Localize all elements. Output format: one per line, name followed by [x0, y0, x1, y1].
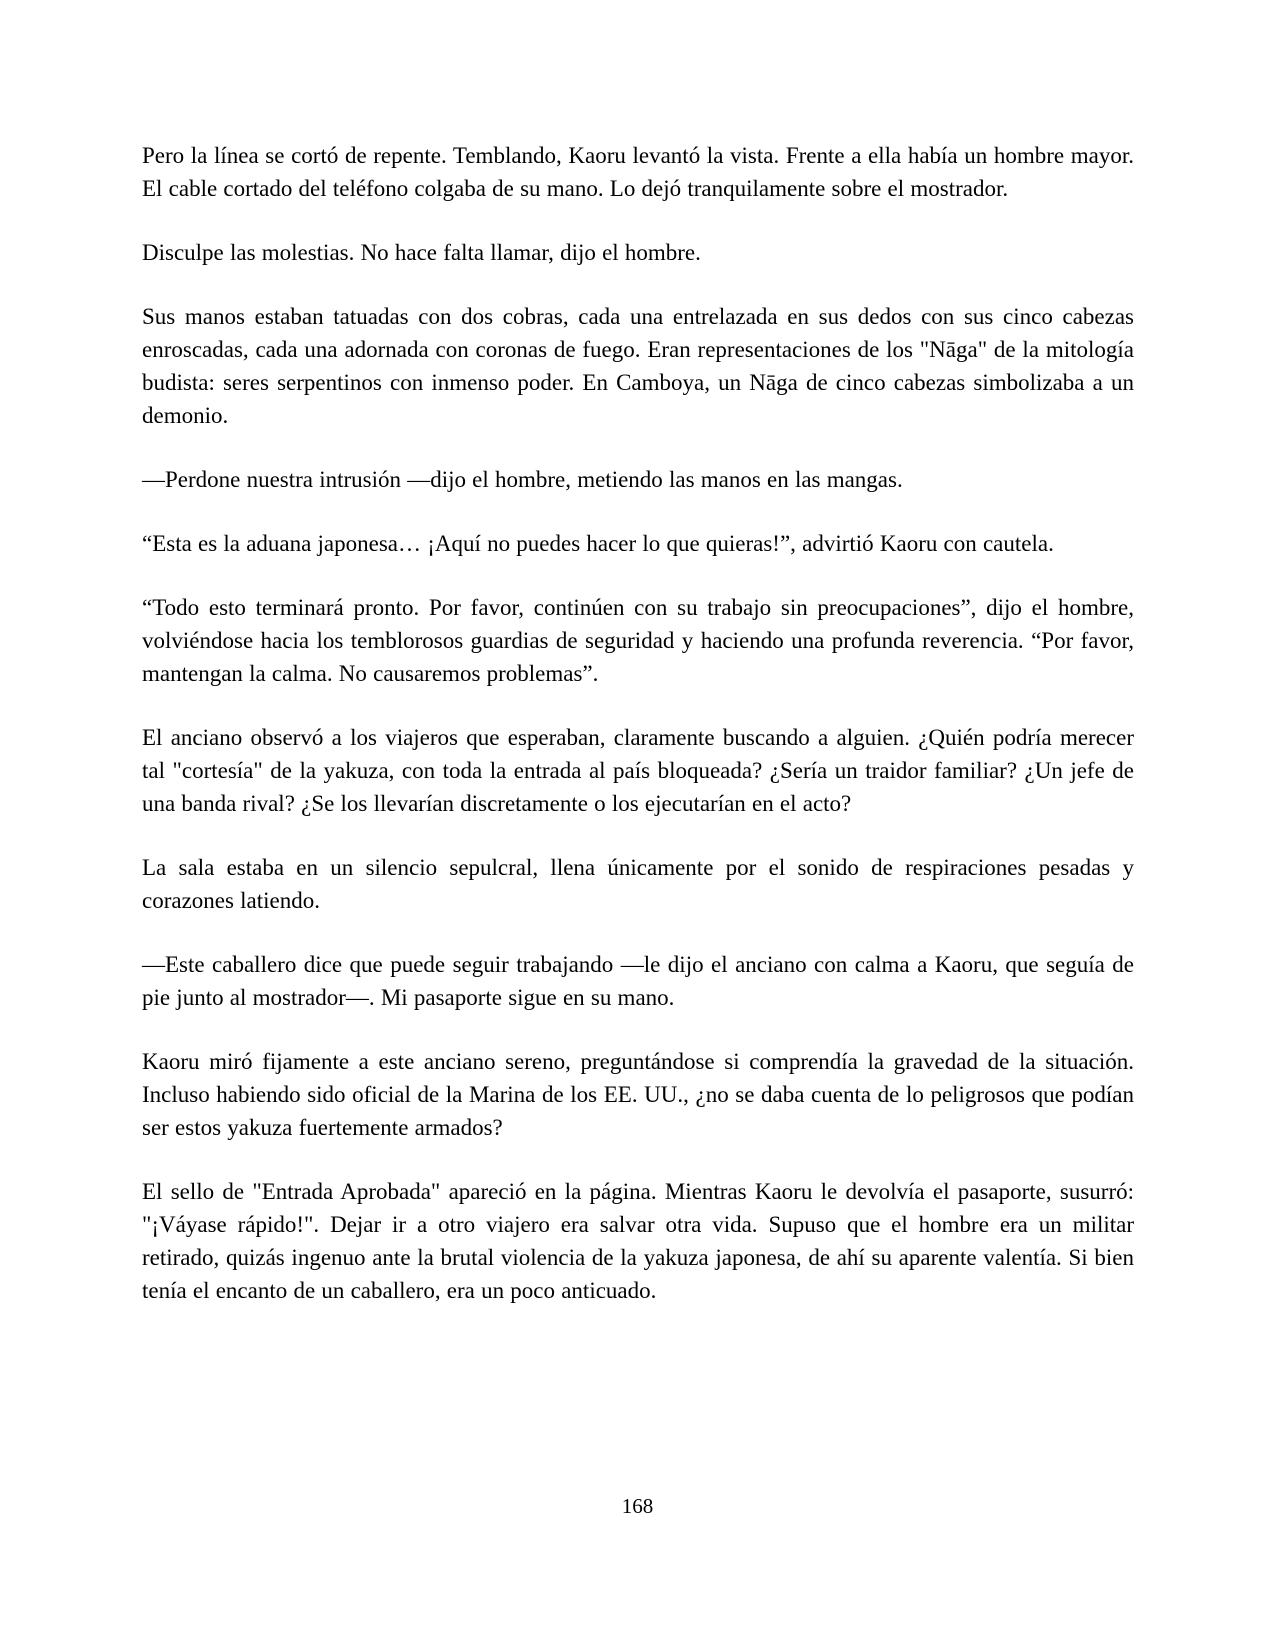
page-number: 168 — [621, 1494, 654, 1518]
paragraph: —Perdone nuestra intrusión —dijo el hombre, metiendo las manos en las mangas. — [142, 467, 903, 492]
paragraph: “Todo esto terminará pronto. Por favor, continúen con su trabajo sin preocupaciones”, dijo el hombre, volviéndose hacia los temblorosos guardias de seguridad y haciendo una profunda reverencia. “Por favor, mantengan la calma. No causaremos problemas”. — [142, 595, 1134, 686]
paragraph: Disculpe las molestias. No hace falta llamar, dijo el hombre. — [142, 240, 701, 265]
paragraph: “Esta es la aduana japonesa… ¡Aquí no puedes hacer lo que quieras!”, advirtió Kaoru con cautela. — [142, 531, 1054, 556]
paragraph: —Este caballero dice que puede seguir trabajando —le dijo el anciano con calma a Kaoru, que seguía de pie junto al mostrador—. Mi pasaporte sigue en su mano. — [142, 952, 1134, 1010]
paragraph: El anciano observó a los viajeros que esperaban, claramente buscando a alguien. ¿Quién podría merecer tal "cortesía" de la yakuza, con toda la entrada al país bloqueada? ¿Sería un traidor familiar? ¿Un jefe de una banda rival? ¿Se los llevarían discretamente o los ejecutarían en el acto? — [142, 725, 1134, 816]
paragraph: Kaoru miró fijamente a este anciano sereno, preguntándose si comprendía la gravedad de la situación. Incluso habiendo sido oficial de la Marina de los EE. UU., ¿no se daba cuenta de lo peligrosos que podían ser estos yakuza fuertemente armados? — [142, 1049, 1134, 1140]
page-content — [142, 139, 1134, 1338]
paragraph: Pero la línea se cortó de repente. Temblando, Kaoru levantó la vista. Frente a ella había un hombre mayor. El cable cortado del teléfono colgaba de su mano. Lo dejó tranquilamente sobre el mostrador. — [142, 143, 1134, 201]
paragraph: La sala estaba en un silencio sepulcral, llena únicamente por el sonido de respiraciones pesadas y corazones latiendo. — [142, 855, 1134, 913]
paragraph: Sus manos estaban tatuadas con dos cobras, cada una entrelazada en sus dedos con sus cinco cabezas enroscadas, cada una adornada con coronas de fuego. Eran representaciones de los "Nāga" de la mitología budista: seres serpentinos con inmenso poder. En Camboya, un Nāga de cinco cabezas simbolizaba a un demonio. — [142, 304, 1134, 428]
paragraph: El sello de "Entrada Aprobada" apareció en la página. Mientras Kaoru le devolvía el pasaporte, susurró: "¡Váyase rápido!". Dejar ir a otro viajero era salvar otra vida. Supuso que el hombre era un militar retirado, quizás ingenuo ante la brutal violencia de la yakuza japonesa, de ahí su aparente valentía. Si bien tenía el encanto de un caballero, era un poco anticuado. — [142, 1179, 1134, 1303]
